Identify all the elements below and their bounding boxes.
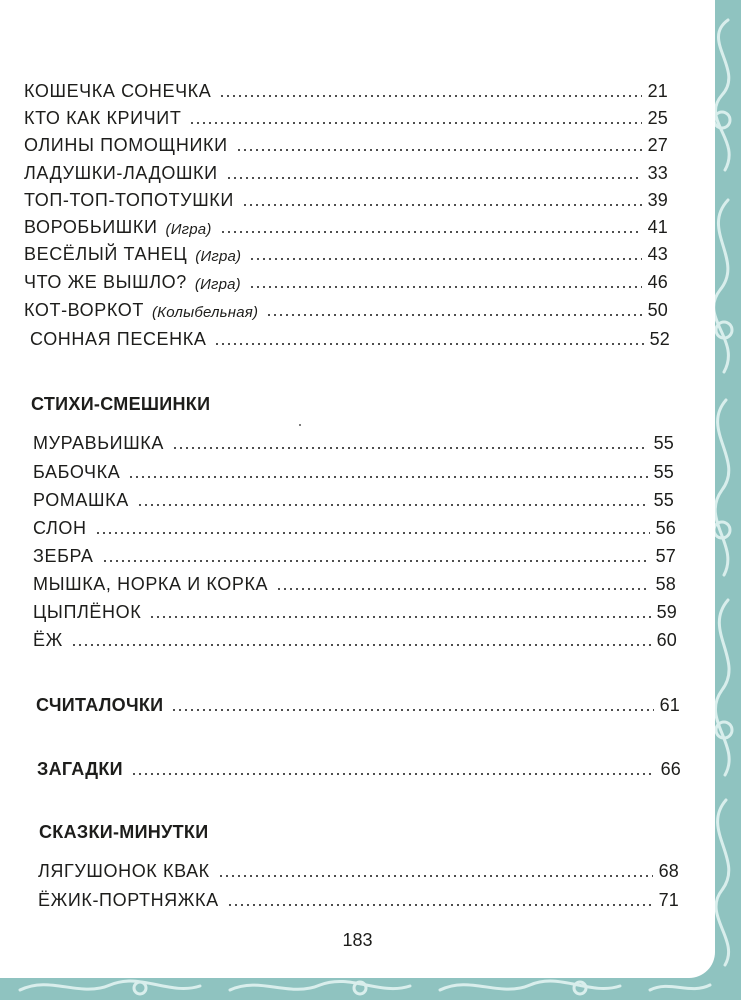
dot-leader (218, 875, 653, 877)
dot-leader (95, 532, 650, 534)
toc-entry-page: 46 (647, 272, 668, 292)
dot-leader (102, 560, 650, 562)
toc-entry-title: КОШЕЧКА СОНЕЧКА (24, 81, 212, 101)
toc-entry-page: 55 (653, 462, 674, 482)
toc-entry-title: ТОП-ТОП-ТОПОТУШКИ (24, 190, 234, 210)
dot-leader (220, 231, 642, 233)
toc-entry (24, 263, 668, 293)
toc-entry-title: МЫШКА, НОРКА И КОРКА (33, 574, 269, 594)
toc-entry (33, 453, 674, 483)
toc-entry (38, 852, 679, 882)
dot-leader (214, 343, 643, 345)
dot-leader (171, 709, 653, 711)
dot-leader (249, 258, 641, 260)
dot-leader (128, 476, 647, 478)
toc-entry-title: ЛЯГУШОНОК КВАК (38, 861, 210, 881)
toc-entry-page: 25 (647, 108, 668, 128)
toc-entry-page: 59 (656, 602, 677, 622)
toc-entry (33, 481, 674, 511)
dot-leader (137, 504, 648, 506)
toc-entry (33, 509, 676, 539)
toc-entry-page: 71 (658, 890, 679, 910)
toc-section-page: 66 (660, 759, 681, 779)
toc-entry-title: ОЛИНЫ ПОМОЩНИКИ (24, 135, 228, 155)
toc-entry-page: 55 (653, 490, 674, 510)
toc-entry-page: 21 (647, 81, 668, 101)
toc-entry-title: КТО КАК КРИЧИТ (24, 108, 182, 128)
toc-entry (24, 291, 668, 321)
toc-entry (24, 72, 668, 102)
toc-entry (24, 154, 668, 184)
toc-entry-title: ЁЖ (33, 630, 63, 650)
toc-entry (33, 424, 674, 454)
toc-entry (30, 320, 670, 350)
dot-leader (172, 447, 648, 449)
toc-entry-note: (Колыбельная) (151, 304, 259, 321)
toc-entry (38, 881, 679, 911)
toc-entry-page: 52 (649, 329, 670, 349)
dot-leader (266, 314, 641, 316)
toc-entry-page: 50 (647, 300, 668, 320)
toc-entry-title: РОМАШКА (33, 490, 129, 510)
dot-leader (227, 904, 653, 906)
toc-entry (33, 621, 677, 651)
toc-entry-title: ЗЕБРА (33, 546, 94, 566)
toc-entry-note: (Игра) (165, 221, 212, 238)
toc-section-page: 61 (659, 695, 680, 715)
toc-entry (33, 537, 676, 567)
toc-entry-title: ЧТО ЖЕ ВЫШЛО? (24, 272, 187, 292)
toc-entry (24, 126, 668, 156)
dot-leader (131, 773, 655, 775)
toc-entry (24, 208, 668, 238)
toc-entry-note: (Игра) (194, 276, 241, 293)
dot-leader (226, 177, 642, 179)
toc-entry-title: БАБОЧКА (33, 462, 121, 482)
toc-entry-page: 58 (655, 574, 676, 594)
toc-entry-page: 33 (647, 163, 668, 183)
dot-leader (242, 204, 642, 206)
dot-leader (189, 122, 641, 124)
toc-section-schitalochki (36, 686, 680, 716)
dot-leader (71, 644, 651, 646)
toc-entry-page: 55 (653, 433, 674, 453)
toc-entry-title: ЦЫПЛЁНОК (33, 602, 142, 622)
dot-leader (249, 286, 642, 288)
toc-entry-title: СОННАЯ ПЕСЕНКА (30, 329, 207, 349)
page-number: 183 (342, 930, 373, 950)
toc-entry-page: 56 (655, 518, 676, 538)
toc-entry (24, 99, 668, 129)
toc-entry-note: (Игра) (195, 248, 242, 265)
toc-entry-page: 39 (647, 190, 668, 210)
toc-section-title: СЧИТАЛОЧКИ (36, 695, 164, 715)
toc-section-zagadki (37, 750, 681, 780)
toc-entry-title: МУРАВЬИШКА (33, 433, 164, 453)
dot-leader (149, 616, 650, 618)
toc-entry (24, 181, 668, 211)
toc-entry-title: ВОРОБЬИШКИ (24, 217, 158, 237)
toc-entry-page: 57 (655, 546, 676, 566)
toc-entry (33, 593, 677, 623)
toc-entry (24, 235, 668, 265)
toc-entry-title: ВЕСЁЛЫЙ ТАНЕЦ (24, 244, 188, 264)
dot-leader (276, 588, 649, 590)
toc-entry-page: 60 (656, 630, 677, 650)
toc-entry-title: ЛАДУШКИ-ЛАДОШКИ (24, 163, 218, 183)
toc-entry (33, 565, 676, 595)
section-heading-skazki: СКАЗКИ-МИНУТКИ (39, 822, 209, 842)
dot-leader (236, 149, 642, 151)
toc-entry-page: 68 (658, 861, 679, 881)
toc-section-title: ЗАГАДКИ (37, 759, 123, 779)
toc-entry-title: КОТ-ВОРКОТ (24, 300, 144, 320)
section-heading-stikhi: СТИХИ-СМЕШИНКИ (31, 394, 211, 414)
toc-entry-page: 43 (647, 244, 668, 264)
toc-entry-title: ЁЖИК-ПОРТНЯЖКА (38, 890, 219, 910)
toc-entry-title: СЛОН (33, 518, 87, 538)
toc-entry-page: 41 (647, 217, 668, 237)
toc-entry-page: 27 (647, 135, 668, 155)
dot-leader (219, 95, 641, 97)
